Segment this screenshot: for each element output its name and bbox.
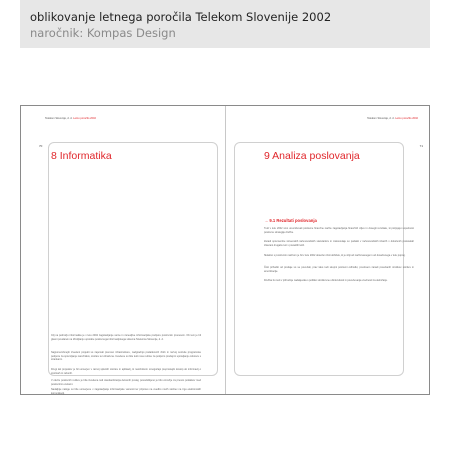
body-paragraph: Najpomembnejši izvedeni projekti so zajemali prenovo infrastrukture, nadgradnjo podatkovnih zbirk in razvoj celovite programske podpore za spremljanje naročnikov, storitev ter obračuna. Uvedene so bile tudi nove rešitve za podporo prodaji in upravljanju odnosov s strankami. bbox=[51, 351, 201, 362]
body-paragraph: Cilj na področju informatike je v letu 2002 zagotavljanje varne in zanesljive informacijske podpore poslovnim procesom. Ob tem je bil glavni poudarek na izboljšanju uporabe poslovnega informacijskega sistema Telekoma Slovenije, d. d. bbox=[51, 334, 201, 341]
body-paragraph: Tudi v letu 2002 smo uresničevali poslovne finančne načrte zagotavljanja finančnih ciljev in dosegli rezultate, ki potrjujejo uspešnost poslovne strategije družbe. bbox=[264, 227, 414, 234]
page-number: 71 bbox=[419, 144, 423, 148]
running-head-company: Telekom Slovenije, d. d. bbox=[367, 117, 395, 120]
content-frame bbox=[234, 142, 404, 376]
running-head-company: Telekom Slovenije, d. d. bbox=[45, 117, 73, 120]
chapter-title: 8 Informatika bbox=[51, 150, 112, 162]
body-paragraph: Skladno s poslovnim načrtom je bil v letu 2002 dosežen čisti dobiček, ki je višji od načrtovanega in od doseženega v letu poprej. bbox=[264, 254, 406, 257]
client-label: naročnik: Kompas Design bbox=[30, 26, 176, 40]
body-paragraph: Zaradi spremembe slovenskih računovodskih standardov in zakonodaje so podatki v računovodskih izkazih v določenih postavkah izkazani drugače kot v preteklih letih. bbox=[264, 240, 414, 247]
running-head-report: Letno poročilo 2002 bbox=[395, 117, 418, 120]
body-paragraph: Čisti prihodki od prodaje so se povečali, prav tako tudi skupni poslovni odhodki, predvsem zaradi povečanih stroškov storitev in amortizacije. bbox=[264, 266, 414, 273]
page-number: 70 bbox=[39, 144, 43, 148]
running-head bbox=[45, 117, 96, 120]
chapter-title: 9 Analiza poslovanja bbox=[264, 150, 360, 162]
body-paragraph: Družba bo tudi v prihodnje nadaljevala s politiko stroškovne učinkovitosti in povečevanja vrednosti za delničarje. bbox=[264, 279, 388, 282]
running-head-report: Letno poročilo 2002 bbox=[73, 117, 96, 120]
body-paragraph: V okviru poslovnih rešitev je bila izvedena tudi standardizacija delovnih postaj, posodobljeno je bilo omrežje za prenos podatkov med poslovnimi enotami. bbox=[51, 379, 201, 386]
left-page bbox=[21, 106, 226, 394]
right-page bbox=[226, 106, 430, 394]
header-band bbox=[20, 0, 430, 48]
body-paragraph: Nadaljnje naloge so bile usmerjene v zagotavljanje informacijske varnosti ter pripravo na uvedbo novih storitev na trgu elektronskih komunikacij. bbox=[51, 388, 201, 395]
body-paragraph: Drugi del projektov je bil usmerjen v razvoj spletnih storitev in aplikacij, ki naročnikom omogočajo preprostejši dostop do informacij o storitvah in računih. bbox=[51, 368, 201, 375]
annual-report-spread bbox=[20, 105, 430, 395]
project-title: oblikovanje letnega poročila Telekom Slovenije 2002 bbox=[30, 10, 332, 24]
section-subheading: → 9.1 Rezultati poslovanja bbox=[264, 218, 317, 223]
running-head bbox=[367, 117, 418, 120]
